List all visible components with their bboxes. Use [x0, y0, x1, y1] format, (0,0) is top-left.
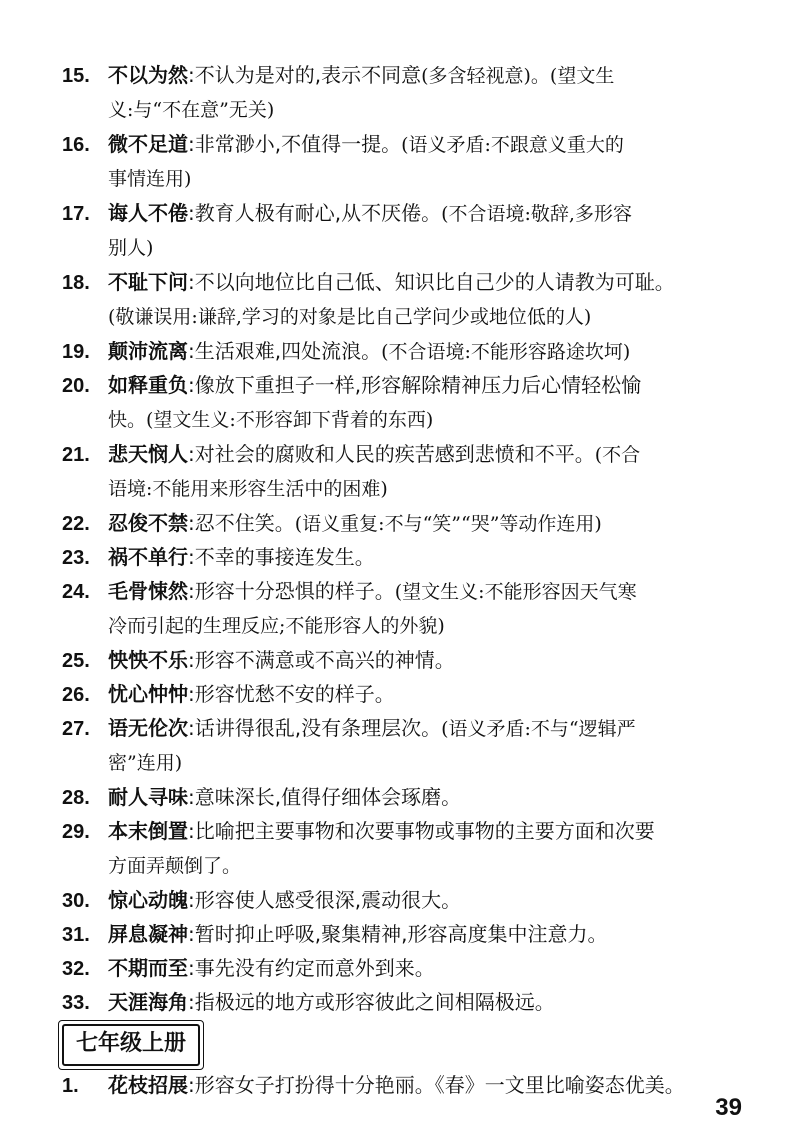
entry-definition: :形容女子打扮得十分艳丽。《春》一文里比喻姿态优美。 [188, 1073, 685, 1097]
entry-number: 17. [62, 203, 90, 225]
page-number: 39 [715, 1094, 742, 1121]
entry-definition: :比喻把主要事物和次要事物或事物的主要方面和次要 [188, 819, 655, 843]
entry-term: 悲天悯人 [108, 442, 188, 466]
entry-definition: :事先没有约定而意外到来。 [188, 956, 435, 980]
entry-number: 33. [62, 992, 90, 1014]
entry-definition: :话讲得很乱,没有条理层次。 [188, 716, 442, 740]
entry-definition: :形容使人感受很深,震动很大。 [188, 888, 462, 912]
entry-number: 16. [62, 134, 90, 156]
entry-term: 耐人寻味 [108, 785, 188, 809]
entry-number: 18. [62, 272, 90, 294]
idiom-entry [62, 643, 742, 677]
entry-term: 如释重负 [108, 373, 188, 397]
idiom-entry [62, 540, 742, 574]
entry-number: 32. [62, 958, 90, 980]
entry-definition: :形容十分恐惧的样子。 [188, 579, 395, 603]
entry-continuation: 别人) [108, 237, 154, 259]
entry-continuation: 义:与“不在意”无关) [108, 99, 275, 121]
entry-number: 22. [62, 513, 90, 535]
entry-definition: :教育人极有耐心,从不厌倦。 [188, 201, 442, 225]
entry-number: 30. [62, 890, 90, 912]
entry-term: 语无伦次 [108, 716, 188, 740]
entry-definition: :像放下重担子一样,形容解除精神压力后心情轻松愉 [188, 373, 642, 397]
entry-note: (语义重复:不与“笑”“哭”等动作连用) [294, 513, 602, 535]
entry-number: 28. [62, 787, 90, 809]
entry-term: 惊心动魄 [108, 888, 188, 912]
idiom-entry [62, 883, 742, 917]
entry-term: 颠沛流离 [108, 339, 188, 363]
idiom-entry [62, 58, 742, 126]
entry-term: 屏息凝神 [108, 922, 188, 946]
entry-definition: :不以向地位比自己低、知识比自己少的人请教为可耻。 [188, 270, 675, 294]
entry-number: 23. [62, 547, 90, 569]
entry-term: 忍俊不禁 [108, 511, 188, 535]
entry-term: 怏怏不乐 [108, 648, 188, 672]
entry-continuation: (敬谦误用:谦辞,学习的对象是比自己学问少或地位低的人) [108, 306, 592, 328]
entry-definition: :暂时抑止呼吸,聚集精神,形容高度集中注意力。 [188, 922, 608, 946]
entry-definition: :忍不住笑。 [188, 511, 295, 535]
entry-definition: :不认为是对的,表示不同意 [188, 63, 422, 87]
entry-number: 25. [62, 650, 90, 672]
entry-number: 21. [62, 444, 90, 466]
entry-term: 诲人不倦 [108, 201, 188, 225]
entry-term: 毛骨悚然 [108, 579, 188, 603]
entry-definition: :指极远的地方或形容彼此之间相隔极远。 [188, 990, 555, 1014]
entry-note: (语义矛盾:不跟意义重大的 [401, 134, 624, 156]
entry-definition: :形容忧愁不安的样子。 [188, 682, 395, 706]
entry-note: (不合 [594, 444, 641, 466]
idiom-entry [62, 814, 742, 882]
entry-number: 20. [62, 375, 90, 397]
section-heading: 七年级上册 [62, 1024, 200, 1066]
idiom-entry [62, 127, 742, 195]
entry-continuation: 方面弄颠倒了。 [108, 855, 242, 877]
entry-number: 1. [62, 1075, 79, 1097]
section-entry [62, 1068, 742, 1102]
entry-number: 19. [62, 341, 90, 363]
entry-term: 本末倒置 [108, 819, 188, 843]
entry-continuation: 事情连用) [108, 168, 192, 190]
entry-definition: :不幸的事接连发生。 [188, 545, 375, 569]
entry-term: 不期而至 [108, 956, 188, 980]
entry-number: 27. [62, 718, 90, 740]
entry-term: 不耻下问 [108, 270, 188, 294]
idiom-entry [62, 677, 742, 711]
entry-definition: :对社会的腐败和人民的疾苦感到悲愤和不平。 [188, 442, 595, 466]
idiom-entry [62, 196, 742, 264]
entry-definition: :意味深长,值得仔细体会琢磨。 [188, 785, 462, 809]
entry-continuation: 快。(望文生义:不形容卸下背着的东西) [108, 409, 434, 431]
entry-note: (望文生义:不能形容因天气寒 [394, 581, 637, 603]
idiom-entry [62, 917, 742, 951]
idiom-entry [62, 368, 742, 436]
entry-number: 26. [62, 684, 90, 706]
entry-definition: :形容不满意或不高兴的神情。 [188, 648, 455, 672]
idiom-entry [62, 711, 742, 779]
entry-number: 15. [62, 65, 90, 87]
entry-term: 祸不单行 [108, 545, 188, 569]
entry-term: 花枝招展 [108, 1073, 188, 1097]
entry-continuation: 语境:不能用来形容生活中的困难) [108, 478, 388, 500]
entry-term: 天涯海角 [108, 990, 188, 1014]
entry-continuation: 密”连用) [108, 752, 183, 774]
entry-term: 不以为然 [108, 63, 188, 87]
entry-definition: :非常渺小,不值得一提。 [188, 132, 402, 156]
entry-term: 忧心忡忡 [108, 682, 188, 706]
entry-note: (语义矛盾:不与“逻辑严 [441, 718, 636, 740]
entry-number: 29. [62, 821, 90, 843]
entry-number: 24. [62, 581, 90, 603]
idiom-entry [62, 334, 742, 368]
idiom-entry [62, 437, 742, 505]
entry-number: 31. [62, 924, 90, 946]
idiom-entry [62, 506, 742, 540]
entry-continuation: 冷而引起的生理反应;不能形容人的外貌) [108, 615, 445, 637]
idiom-entry [62, 985, 742, 1019]
idiom-entry [62, 574, 742, 642]
entry-definition: :生活艰难,四处流浪。 [188, 339, 382, 363]
idiom-entry [62, 265, 742, 333]
entry-note: (不合语境:敬辞,多形容 [441, 203, 632, 225]
idiom-entry [62, 951, 742, 985]
entry-note: (不合语境:不能形容路途坎坷) [381, 341, 631, 363]
entry-note: (多含轻视意)。(望文生 [421, 65, 615, 87]
entry-term: 微不足道 [108, 132, 188, 156]
idiom-entry [62, 780, 742, 814]
